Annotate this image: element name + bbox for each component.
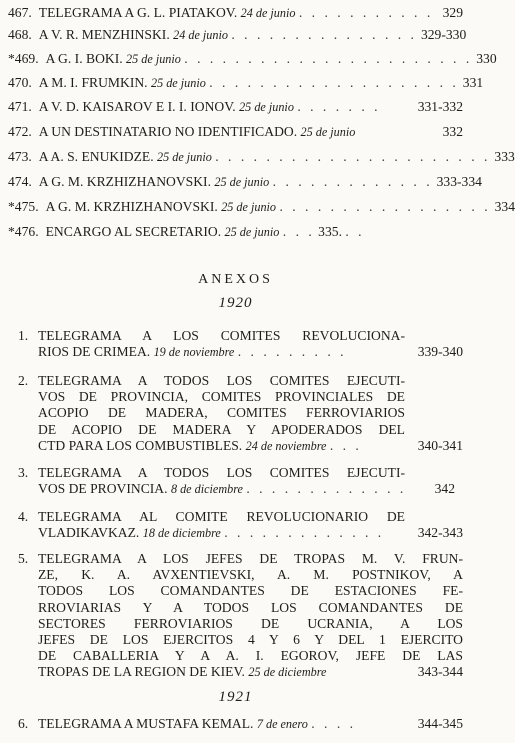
- index-entry: [8, 124, 463, 140]
- entry-page: 329: [442, 5, 463, 20]
- index-entry: *476. ENCARGO AL SECRETARIO. 25 de junio . . . 335. . .: [8, 224, 365, 239]
- entry-page: 331: [462, 75, 484, 90]
- entry-number: 468.: [8, 27, 32, 42]
- annex-line: RIOS DE CRIMEA.: [38, 344, 151, 360]
- entry-title: ENCARGO AL SECRETARIO.: [45, 224, 222, 239]
- entry-page: 331-332: [417, 99, 463, 114]
- annex-entry: 6. TELEGRAMA A MUSTAFA KEMAL. 7 de enero . . . . 344-345: [18, 716, 463, 731]
- entry-title: A A. S. ENUKIDZE.: [38, 149, 154, 164]
- annex-number: 5.: [18, 551, 29, 566]
- index-entry: 471. A V. D. KAISAROV E I. I. IONOV. 25 de junio . . . . . . . 331-332: [8, 99, 463, 114]
- entry-title: A M. I. FRUMKIN.: [38, 75, 148, 90]
- annex-entry: 2. TELEGRAMA A TODOS LOS COMITES EJECUTI- VOS DE PROVINCIA, COMITES PROVINCIALES DE ACOPIO DE MADERA, COMITES FERROVIARIOS DE ACOPIO DE MADERA Y APODERADOS DEL CTD PARA LOS COMBUSTIBLES. 24 de noviembre . . . 340-341: [18, 373, 463, 453]
- index-entry: *469. A G. I. BOKI. 25 de junio . . . . . . . . . . . . . . . . . . . . . . . 330: [8, 51, 497, 66]
- entry-number: 472.: [8, 124, 32, 139]
- annex-line: DE CABALLERIA Y A A. I. EGOROV, JEFE DE LAS: [38, 648, 463, 664]
- annex-page: 339-340: [417, 344, 463, 360]
- entry-number: *475.: [8, 199, 39, 214]
- annex-date: 19 de noviembre: [153, 345, 235, 360]
- annex-line: VOS DE PROVINCIA, COMITES PROVINCIALES DE: [38, 389, 405, 405]
- annex-line: TELEGRAMA A LOS JEFES DE TROPAS M. V. FRUN-: [38, 551, 463, 566]
- annex-line: DE ACOPIO DE MADERA Y APODERADOS DEL: [38, 421, 405, 437]
- entry-number: 473.: [8, 149, 32, 164]
- annex-number: 1.: [18, 328, 29, 343]
- entry-date: 25 de junio: [239, 100, 294, 114]
- annex-line: TELEGRAMA A TODOS LOS COMITES EJECUTI-: [38, 373, 405, 388]
- entry-date: 25 de junio: [214, 175, 270, 189]
- entry-page: 329-330: [420, 27, 467, 42]
- annex-entry: 1. TELEGRAMA A LOS COMITES REVOLUCIONA- RIOS DE CRIMEA. 19 de noviembre . . . . . . . . . 339-340: [18, 328, 463, 360]
- annex-page: 343-344: [417, 664, 463, 680]
- index-entry: 467. TELEGRAMA A G. L. PIATAKOV. 24 de junio . . . . . . . . . . . 329: [8, 5, 463, 20]
- entry-date: 25 de junio: [150, 76, 206, 90]
- index-entry: 468. A V. R. MENZHINSKI. 24 de junio . . . . . . . . . . . . . . . 329-330: [8, 27, 467, 42]
- annex-line: SECTORES FERROVIARIOS DE UCRANIA, A LOS: [38, 615, 463, 631]
- entry-date: 24 de junio: [173, 28, 228, 42]
- annex-number: 4.: [18, 509, 29, 524]
- entry-page: 333: [494, 149, 515, 164]
- annex-date: 24 de noviembre: [245, 438, 327, 453]
- entry-title: A G. M. KRZHIZHANOVSKI.: [45, 199, 218, 214]
- entry-title: TELEGRAMA A G. L. PIATAKOV.: [38, 5, 238, 20]
- entry-page: 333-334: [436, 174, 482, 189]
- annex-number: 3.: [18, 465, 29, 480]
- entry-date: 24 de junio: [240, 6, 296, 20]
- entry-date: 25 de junio: [221, 200, 277, 214]
- annex-page: 340-341: [417, 437, 463, 453]
- entry-title: A V. R. MENZHINSKI.: [38, 27, 170, 42]
- entry-number: 470.: [8, 75, 32, 90]
- annex-number: 6.: [18, 716, 29, 731]
- entry-title: A G. I. BOKI.: [45, 51, 123, 66]
- annex-date: 7 de enero: [256, 717, 308, 731]
- year-heading-1920: 1920: [218, 295, 253, 311]
- entry-date: 25 de junio: [224, 225, 280, 239]
- annex-entry: 4. TELEGRAMA AL COMITE REVOLUCIONARIO DE VLADIKAVKAZ. 18 de diciembre . . . . . . . . . . . . . 342-343: [18, 509, 463, 541]
- entry-number: 471.: [8, 99, 32, 114]
- annex-line: TROPAS DE LA REGION DE KIEV.: [38, 664, 245, 680]
- entry-title: A G. M. KRZHIZHANOVSKI.: [38, 174, 211, 189]
- annex-line: TELEGRAMA A MUSTAFA KEMAL.: [38, 716, 254, 731]
- entry-title: A V. D. KAISAROV E I. I. IONOV.: [38, 99, 236, 114]
- annex-date: 18 de diciembre: [142, 526, 221, 541]
- annex-line: TELEGRAMA A LOS COMITES REVOLUCIONA-: [38, 328, 405, 343]
- entry-page: 334: [494, 199, 515, 214]
- annex-line: TELEGRAMA A TODOS LOS COMITES EJECUTI-: [38, 465, 405, 480]
- annex-entry: [18, 551, 463, 681]
- annex-entry: 3. TELEGRAMA A TODOS LOS COMITES EJECUTI- VOS DE PROVINCIA. 8 de diciembre . . . . . . . . . . . . . 342: [18, 465, 455, 497]
- annex-line: JEFES DE LOS EJERCITOS 4 Y 6 Y DEL 1 EJERCITO: [38, 632, 463, 648]
- annex-line: TELEGRAMA AL COMITE REVOLUCIONARIO DE: [38, 509, 405, 524]
- index-entry: *475. A G. M. KRZHIZHANOVSKI. 25 de junio . . . . . . . . . . . . . . . . . 334: [8, 199, 515, 214]
- entry-date: 25 de junio: [126, 52, 181, 66]
- year-heading-1921: 1921: [218, 689, 253, 705]
- annex-line: VLADIKAVKAZ.: [38, 525, 140, 541]
- annex-line: RROVIARIAS Y A TODOS LOS COMANDANTES DE: [38, 599, 463, 615]
- annex-line: VOS DE PROVINCIA.: [38, 481, 168, 497]
- annex-page: 342: [434, 481, 455, 497]
- annex-line: ACOPIO DE MADERA, COMITES FERROVIARIOS: [38, 405, 405, 421]
- annex-page: 342-343: [417, 525, 463, 541]
- entry-number: 467.: [8, 5, 32, 20]
- entry-page: 335.: [318, 224, 342, 239]
- entry-number: 474.: [8, 174, 32, 189]
- entry-date: 25 de junio: [157, 150, 212, 164]
- annex-line: TODOS LOS COMANDANTES DE ESTACIONES FE-: [38, 583, 463, 599]
- entry-title: A UN DESTINATARIO NO IDENTIFICADO.: [38, 124, 298, 139]
- entry-page: 332: [442, 124, 463, 139]
- entry-number: *476.: [8, 224, 39, 239]
- index-entry: 470. A M. I. FRUMKIN. 25 de junio . . . . . . . . . . . . . . . . . . . . 331: [8, 75, 484, 90]
- annex-line: CTD PARA LOS COMBUSTIBLES.: [38, 437, 243, 453]
- annex-number: 2.: [18, 373, 29, 388]
- annex-date: 8 de diciembre: [170, 482, 243, 497]
- entry-number: *469.: [8, 51, 39, 66]
- index-entry: 474. A G. M. KRZHIZHANOVSKI. 25 de junio . . . . . . . . . . . . . 333-334: [8, 174, 482, 189]
- index-entry: 473. A A. S. ENUKIDZE. 25 de junio . . . . . . . . . . . . . . . . . . . . . . 333: [8, 149, 515, 164]
- entry-date: 25 de junio: [300, 125, 356, 139]
- annex-line: ZE, K. A. AVXENTIEVSKI, A. M. POSTNIKOV, A: [38, 567, 463, 583]
- entry-page: 330: [476, 51, 497, 66]
- annex-page: 344-345: [417, 716, 463, 731]
- annexes-heading: ANEXOS: [198, 272, 273, 287]
- annex-date: 25 de diciembre: [248, 665, 327, 680]
